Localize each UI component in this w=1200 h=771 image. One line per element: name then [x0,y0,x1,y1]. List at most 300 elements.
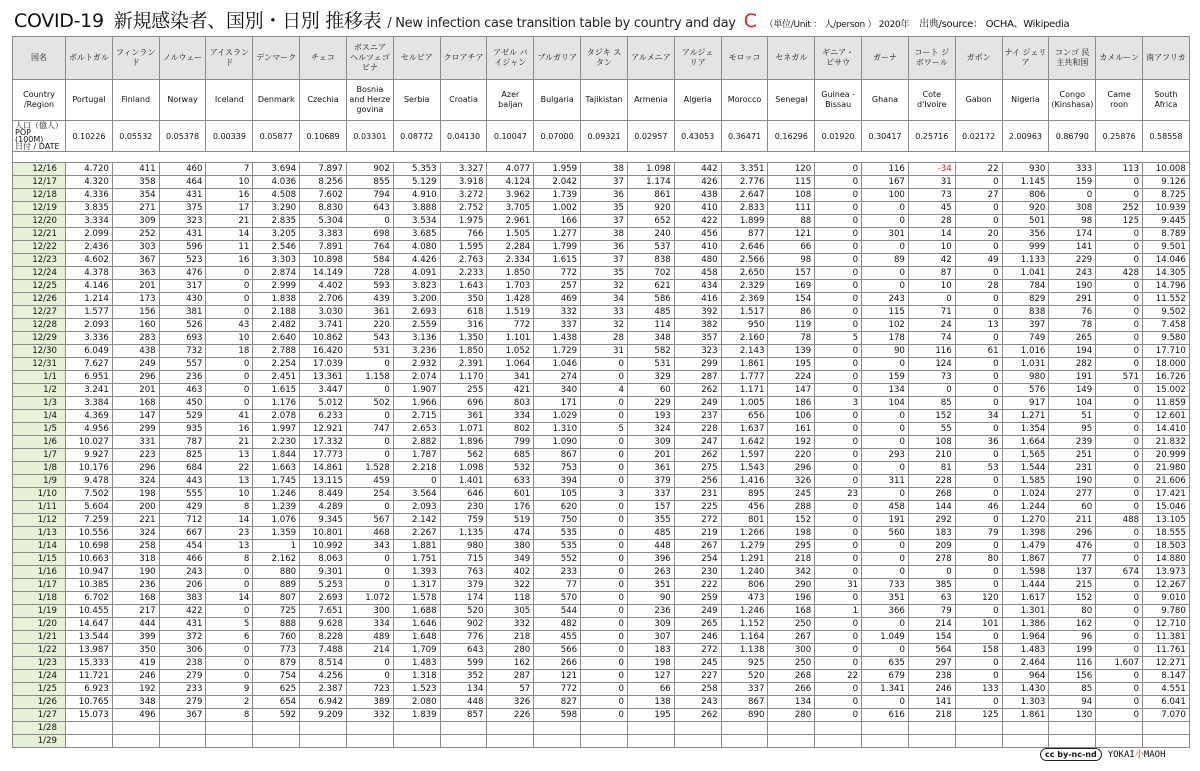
value-cell: 367 [159,709,206,722]
date-cell: 1/3 [13,397,66,410]
value-cell: 2.436 [66,241,113,254]
value-cell: 0 [346,449,393,462]
value-cell: 308 [1049,202,1096,215]
date-cell: 1/23 [13,657,66,670]
value-cell: 1.246 [721,605,768,618]
value-cell: 4.720 [66,163,113,176]
date-cell: 1/2 [13,384,66,397]
value-cell: 158 [955,644,1002,657]
value-cell: 220 [768,449,815,462]
value-cell: 1.016 [1002,345,1049,358]
value-cell: 231 [1049,462,1096,475]
value-cell: 596 [159,241,206,254]
value-cell: 17.039 [300,358,347,371]
value-cell: 0 [815,462,862,475]
value-cell: 0 [581,501,628,514]
value-cell: 17 [206,202,253,215]
value-cell: 342 [768,566,815,579]
value-cell: 0 [955,696,1002,709]
value-cell: 0 [815,267,862,280]
value-cell: 303 [112,241,159,254]
value-cell: 95 [1049,423,1096,436]
value-cell: 0 [1096,683,1143,696]
value-cell: 766 [440,228,487,241]
value-cell: 2.653 [393,423,440,436]
value-cell: 37 [581,176,628,189]
value-cell: 348 [627,332,674,345]
value-cell: 1.029 [534,410,581,423]
value-cell: 3.334 [66,215,113,228]
value-cell: 105 [534,488,581,501]
value-cell: 8.789 [1143,228,1190,241]
value-cell: 265 [674,618,721,631]
value-cell: 31 [581,345,628,358]
value-cell: 520 [721,670,768,683]
value-cell: 0 [1096,358,1143,371]
value-cell: 238 [159,657,206,670]
value-cell: 282 [1049,358,1096,371]
value-cell: 1.577 [66,306,113,319]
value-cell: 79 [955,527,1002,540]
table-row [13,644,1190,657]
value-cell: 16.726 [1143,371,1190,384]
value-cell: 1.578 [393,592,440,605]
value-cell: 115 [768,176,815,189]
value-cell: 3.888 [393,202,440,215]
value-cell: 4.080 [393,241,440,254]
value-cell: 2.650 [721,267,768,280]
value-cell: 1.158 [346,371,393,384]
country-name-en: Bulgaria [534,80,581,121]
value-cell: 262 [674,449,721,462]
country-name-en: Morocco [721,80,768,121]
country-name-jp: ガボン [955,37,1002,80]
value-cell: 458 [674,267,721,280]
value-cell: 0 [1096,306,1143,319]
population-cell: 0.25876 [1096,121,1143,152]
value-cell: 323 [674,345,721,358]
value-cell: 2.093 [66,319,113,332]
value-cell: 0 [955,215,1002,228]
value-cell: 55 [908,423,955,436]
country-name-en: Bosnia and Herze govina [346,80,393,121]
value-cell: 3.823 [393,280,440,293]
value-cell: 249 [112,358,159,371]
value-cell: 1.240 [721,566,768,579]
value-cell: 7.897 [300,163,347,176]
value-cell: 0 [1096,397,1143,410]
value-cell: 296 [768,462,815,475]
value-cell: 0 [815,644,862,657]
value-cell: 10.455 [66,605,113,618]
value-cell: 11.552 [1143,293,1190,306]
value-cell: 593 [346,280,393,293]
date-cell: 1/12 [13,514,66,527]
value-cell: 2.160 [721,332,768,345]
header-row-jp [13,37,1190,80]
value-cell: 0 [581,527,628,540]
value-cell: 526 [159,319,206,332]
value-cell: 598 [534,709,581,722]
value-cell: 34 [581,293,628,306]
value-cell: 17.332 [300,436,347,449]
value-cell: 0 [346,553,393,566]
value-cell: 133 [955,683,1002,696]
value-cell: 0 [581,657,628,670]
value-cell: 14.861 [300,462,347,475]
value-cell: 367 [112,254,159,267]
value-cell: 121 [768,228,815,241]
date-cell: 12/21 [13,228,66,241]
value-cell: 382 [674,319,721,332]
value-cell: 3.351 [721,163,768,176]
value-cell: 0 [862,267,909,280]
value-cell: 11.761 [1143,644,1190,657]
value-cell: 299 [112,423,159,436]
footer [1040,742,1190,762]
value-cell: 389 [346,696,393,709]
value-cell: 4.378 [66,267,113,280]
value-cell: 11.381 [1143,631,1190,644]
value-cell: 1.031 [1002,358,1049,371]
value-cell: 5.604 [66,501,113,514]
value-cell: 1.270 [1002,514,1049,527]
value-cell: 10.862 [300,332,347,345]
value-cell: 0 [908,384,955,397]
value-cell: 0 [815,410,862,423]
value-cell: 570 [534,592,581,605]
value-cell: 1.709 [393,644,440,657]
table-row [13,228,1190,241]
population-cell: 0.00339 [206,121,253,152]
value-cell: 1.964 [1002,631,1049,644]
date-cell: 1/9 [13,475,66,488]
value-cell: 24 [908,319,955,332]
value-cell: 877 [721,228,768,241]
value-cell: 268 [908,488,955,501]
value-cell: 238 [908,670,955,683]
value-cell: 0 [346,501,393,514]
value-cell: 13 [206,449,253,462]
value-cell: 120 [955,592,1002,605]
value-cell: 350 [112,644,159,657]
value-cell: 806 [1002,189,1049,202]
value-cell: 0 [862,280,909,293]
date-cell: 1/17 [13,579,66,592]
value-cell: 1.098 [627,163,674,176]
value-cell: 0 [955,176,1002,189]
value-cell: 4.956 [66,423,113,436]
value-cell: 178 [862,332,909,345]
value-cell: 685 [487,449,534,462]
value-cell: 174 [1049,228,1096,241]
value-cell: 290 [768,579,815,592]
value-cell: 309 [627,618,674,631]
value-cell: 523 [159,254,206,267]
value-cell: 902 [346,163,393,176]
value-cell: 0 [955,384,1002,397]
value-cell: 1.064 [487,358,534,371]
value-cell: 13 [206,475,253,488]
value-cell: 0 [862,358,909,371]
value-cell: 0 [955,423,1002,436]
value-cell: 0 [815,254,862,267]
value-cell: 1.291 [721,553,768,566]
value-cell: 621 [627,280,674,293]
value-cell: 104 [1049,397,1096,410]
value-cell: 1.052 [487,345,534,358]
value-cell: 0 [346,215,393,228]
table-row [13,241,1190,254]
value-cell: 1.799 [534,241,581,254]
value-cell: 88 [768,215,815,228]
value-cell [112,722,159,735]
value-cell: 219 [674,527,721,540]
value-cell: 0 [581,514,628,527]
value-cell: 236 [627,605,674,618]
value-cell: 888 [253,618,300,631]
value-cell: 343 [346,540,393,553]
value-cell: 555 [159,488,206,501]
value-cell: 13.105 [1143,514,1190,527]
value-cell: 14.149 [300,267,347,280]
value-cell: 291 [1049,293,1096,306]
value-cell: 385 [908,579,955,592]
value-cell: 114 [627,319,674,332]
value-cell: 0 [206,371,253,384]
value-cell: 455 [534,631,581,644]
value-cell: 773 [253,644,300,657]
value-cell [346,735,393,748]
value-cell: 1.523 [393,683,440,696]
value-cell: 0 [581,397,628,410]
date-cell: 1/28 [13,722,66,735]
country-name-jp: ブルガリア [534,37,581,80]
value-cell: 2.961 [487,215,534,228]
value-cell: 520 [440,605,487,618]
value-cell: 431 [159,618,206,631]
value-cell: 4.910 [393,189,440,202]
date-cell: 1/11 [13,501,66,514]
value-cell: 5.129 [393,176,440,189]
value-cell: 544 [534,605,581,618]
value-cell: 2.042 [534,176,581,189]
spacer-row [13,152,1190,163]
value-cell: 63 [908,592,955,605]
value-cell: 229 [1049,254,1096,267]
value-cell: 964 [1002,670,1049,683]
value-cell: 262 [674,709,721,722]
value-cell: 76 [1049,306,1096,319]
country-name-jp: チェコ [300,37,347,80]
value-cell: 1.171 [721,384,768,397]
value-cell [206,735,253,748]
value-cell: 772 [487,319,534,332]
value-cell: 183 [908,527,955,540]
value-cell: 156 [1049,670,1096,683]
value-cell: 535 [534,540,581,553]
value-cell: 358 [112,176,159,189]
country-name-jp: アルジェ リア [674,37,721,80]
value-cell: 90 [862,345,909,358]
value-cell: 250 [768,657,815,670]
value-cell: 1 [815,605,862,618]
value-cell: 7.259 [66,514,113,527]
value-cell: 0 [346,566,393,579]
value-cell: 2.640 [253,332,300,345]
value-cell: 215 [1049,579,1096,592]
value-cell: 10.663 [66,553,113,566]
value-cell: 0 [815,228,862,241]
value-cell: 243 [862,293,909,306]
value-cell: 0 [815,163,862,176]
value-cell: 357 [674,332,721,345]
value-cell: 37 [581,215,628,228]
value-cell: 416 [674,293,721,306]
source-note: 出典/source： OCHA、Wikipedia [919,19,1070,30]
date-cell: 1/18 [13,592,66,605]
value-cell: 712 [159,514,206,527]
value-cell: 16 [206,189,253,202]
country-name-jp: モロッコ [721,37,768,80]
value-cell [440,722,487,735]
value-cell: 0 [1096,189,1143,202]
value-cell: 198 [768,527,815,540]
value-cell: 293 [862,449,909,462]
value-cell: 0 [346,436,393,449]
value-cell: 0 [581,553,628,566]
value-cell: 1.101 [487,332,534,345]
value-cell: 0 [1096,345,1143,358]
value-cell: 190 [1049,475,1096,488]
data-table-container [12,36,1189,763]
value-cell: 599 [440,657,487,670]
value-cell: 366 [862,605,909,618]
logo-part-b: MAOH [1143,750,1166,760]
value-cell: 0 [815,306,862,319]
value-cell: 0 [955,475,1002,488]
value-cell: 396 [627,553,674,566]
value-cell: 214 [908,618,955,631]
value-cell: 9.209 [300,709,347,722]
value-cell: 355 [627,514,674,527]
value-cell: 106 [768,410,815,423]
value-cell: 3.241 [66,384,113,397]
value-cell: 3.336 [66,332,113,345]
value-cell: 8 [206,553,253,566]
table-row [13,319,1190,332]
value-cell: 0 [862,618,909,631]
value-cell: 829 [1002,293,1049,306]
value-cell: 246 [908,683,955,696]
value-cell: 0 [862,241,909,254]
value-cell: -34 [908,163,955,176]
value-cell: 9.345 [300,514,347,527]
population-cell: 2.00963 [1002,121,1049,152]
value-cell: 4.036 [253,176,300,189]
value-cell: 90 [627,592,674,605]
value-cell: 239 [1049,436,1096,449]
value-cell: 12.267 [1143,579,1190,592]
table-row [13,722,1190,735]
value-cell: 191 [862,514,909,527]
value-cell: 0 [581,683,628,696]
value-cell: 341 [487,371,534,384]
value-cell [1049,722,1096,735]
value-cell: 324 [112,475,159,488]
value-cell: 3.564 [393,488,440,501]
value-cell: 402 [487,566,534,579]
value-cell: 725 [253,605,300,618]
value-cell: 801 [721,514,768,527]
value-cell: 1.303 [1002,696,1049,709]
value-cell: 0 [1096,241,1143,254]
value-cell: 236 [112,579,159,592]
value-cell: 0 [1096,709,1143,722]
population-cell: 0.05532 [112,121,159,152]
value-cell: 1.861 [721,358,768,371]
table-row [13,709,1190,722]
value-cell: 482 [534,618,581,631]
value-cell: 18.555 [1143,527,1190,540]
value-cell: 1.777 [721,371,768,384]
value-cell: 0 [815,176,862,189]
value-cell: 6.702 [66,592,113,605]
value-cell: 322 [487,579,534,592]
value-cell: 0 [206,384,253,397]
value-cell: 125 [1096,215,1143,228]
value-cell: 1.398 [1002,527,1049,540]
value-cell: 980 [440,540,487,553]
value-cell: 8.147 [1143,670,1190,683]
value-cell: 0 [1096,605,1143,618]
value-cell: 45 [908,202,955,215]
value-cell: 361 [627,462,674,475]
value-cell: 108 [768,189,815,202]
value-cell: 0 [955,332,1002,345]
value-cell: 28 [581,332,628,345]
value-cell: 96 [1049,631,1096,644]
value-cell: 6 [206,631,253,644]
value-cell: 183 [627,644,674,657]
table-row [13,202,1190,215]
value-cell: 0 [581,436,628,449]
value-cell: 1.597 [721,449,768,462]
value-cell [581,735,628,748]
value-cell: 275 [674,462,721,475]
value-cell: 266 [534,657,581,670]
value-cell: 1.899 [721,215,768,228]
value-cell: 0 [581,644,628,657]
value-cell: 337 [721,683,768,696]
value-cell: 113 [1096,163,1143,176]
value-cell: 243 [159,566,206,579]
value-cell [393,722,440,735]
value-cell: 438 [112,345,159,358]
value-cell: 102 [862,319,909,332]
value-cell: 1.664 [1002,436,1049,449]
value-cell: 249 [674,605,721,618]
value-cell: 228 [674,423,721,436]
value-cell: 162 [1049,618,1096,631]
value-cell: 2.230 [253,436,300,449]
value-cell: 334 [487,410,534,423]
value-cell: 380 [487,540,534,553]
value-cell: 257 [534,280,581,293]
value-cell: 317 [159,280,206,293]
value-cell: 1.861 [1002,709,1049,722]
value-cell: 0 [815,241,862,254]
